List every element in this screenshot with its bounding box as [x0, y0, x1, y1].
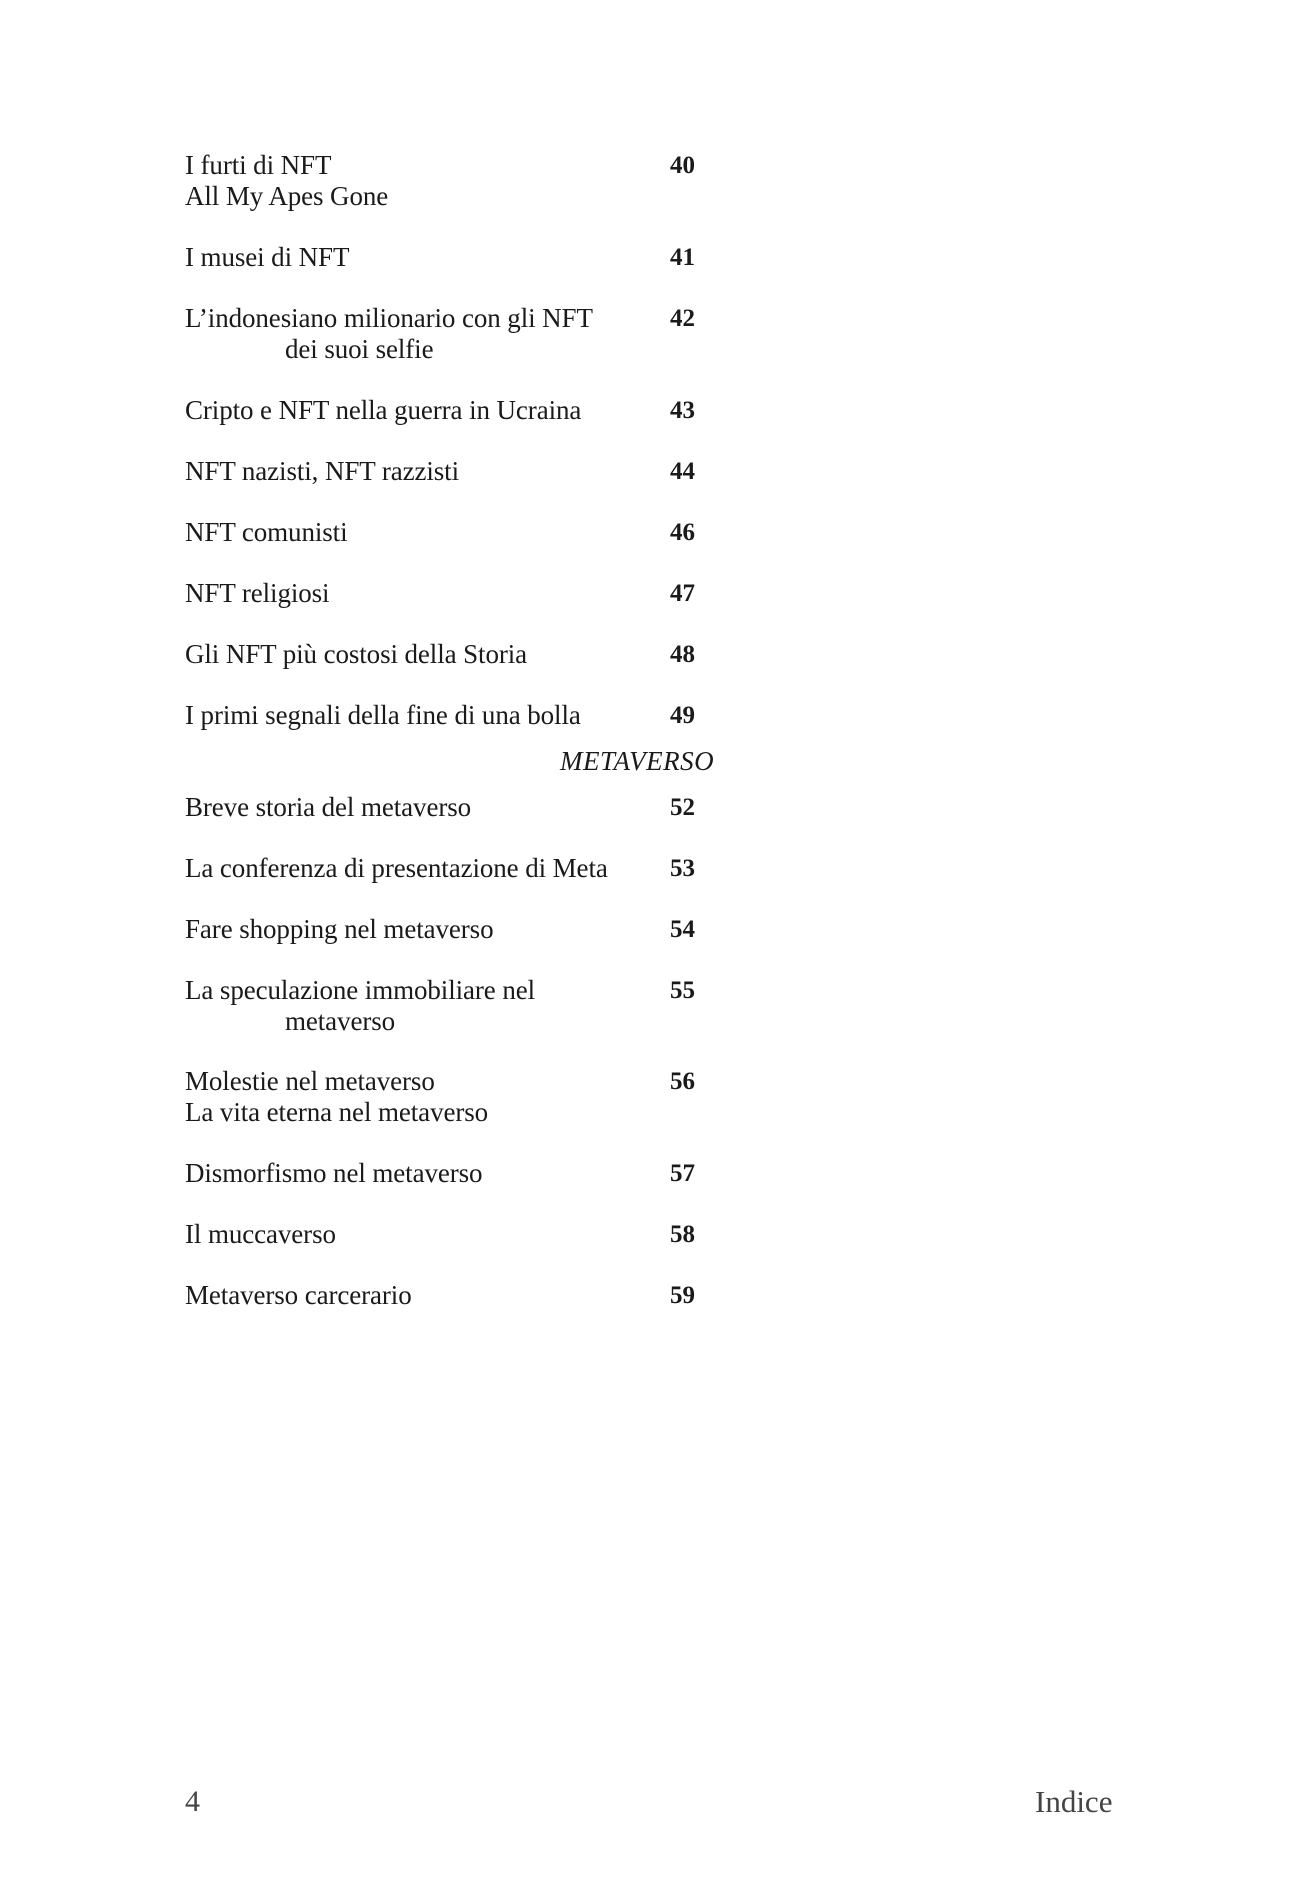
toc-entry-title-line: Fare shopping nel metaverso	[185, 914, 494, 944]
toc-entry-page-number: 41	[670, 244, 695, 271]
toc-entry-page-number: 56	[670, 1068, 695, 1095]
toc-entry-title	[185, 914, 493, 945]
toc-entry-title-line: La conferenza di presentazione di Meta	[185, 853, 608, 883]
toc-entry-page-number: 52	[670, 794, 695, 821]
toc-entry-title	[185, 395, 581, 426]
toc-entry-title-line: All My Apes Gone	[185, 181, 389, 211]
toc-entry-title	[185, 975, 535, 1037]
toc-entry-title	[185, 792, 471, 823]
toc-entry-page-number: 46	[670, 519, 695, 546]
toc-entry-title-line: NFT comunisti	[185, 517, 348, 547]
toc-entry-title	[185, 1158, 482, 1189]
toc-entry-title	[185, 1066, 488, 1128]
toc-entry-title-line: Breve storia del metaverso	[185, 792, 472, 822]
toc-entry-title-line: I musei di NFT	[185, 242, 350, 272]
toc-entry-title-line: Il muccaverso	[185, 1219, 336, 1249]
toc-entry-title-line: metaverso	[285, 1006, 396, 1036]
toc-entry-title	[185, 578, 329, 609]
toc-entry-title	[185, 150, 388, 212]
toc-entry-title	[185, 1280, 412, 1311]
toc-entry-page-number: 48	[670, 641, 695, 668]
footer-page-number: 4	[185, 1785, 200, 1818]
toc-entry-page-number: 53	[670, 855, 695, 882]
toc-entry-title	[185, 242, 349, 273]
toc-entry-title-line: I primi segnali della fine di una bolla	[185, 700, 581, 730]
toc-entry-title-line: Gli NFT più costosi della Storia	[185, 639, 528, 669]
toc-entry-page-number: 57	[670, 1160, 695, 1187]
toc-entry-page-number: 44	[670, 458, 695, 485]
toc-entry-title	[185, 639, 527, 670]
toc-entry-page-number: 49	[670, 702, 695, 729]
toc-entry-page-number: 42	[670, 305, 695, 332]
toc-entry-title	[185, 1219, 336, 1250]
toc-entry-title-line: Metaverso carcerario	[185, 1280, 412, 1310]
toc-entry-title-line: Dismorfismo nel metaverso	[185, 1158, 483, 1188]
toc-entry-title-line: La speculazione immobiliare nel	[185, 975, 536, 1005]
toc-entry-page-number: 54	[670, 916, 695, 943]
toc-entry-title	[185, 517, 347, 548]
toc-entry-page-number: 58	[670, 1221, 695, 1248]
toc-entry-page-number: 40	[670, 152, 695, 179]
toc-entry-title-line: La vita eterna nel metaverso	[185, 1097, 489, 1127]
toc-entry-title-line: NFT religiosi	[185, 578, 330, 608]
footer-running-title: Indice	[1035, 1784, 1113, 1819]
toc-entry-page-number: 43	[670, 397, 695, 424]
toc-entry-page-number: 59	[670, 1282, 695, 1309]
toc-entry-title-line: NFT nazisti, NFT razzisti	[185, 456, 459, 486]
toc-entry-title	[185, 700, 581, 731]
toc-entry-title	[185, 456, 459, 487]
toc-entry-title-line: L’indonesiano milionario con gli NFT	[185, 303, 593, 333]
toc-entry-title	[185, 303, 593, 365]
toc-entry-page-number: 47	[670, 580, 695, 607]
section-heading: METAVERSO	[560, 746, 715, 776]
toc-entry-title-line: Molestie nel metaverso	[185, 1066, 435, 1096]
toc-entry-title	[185, 853, 608, 884]
toc-entry-title-line: Cripto e NFT nella guerra in Ucraina	[185, 395, 582, 425]
toc-entry-title-line: I furti di NFT	[185, 150, 332, 180]
toc-entry-title-line: dei suoi selfie	[285, 334, 434, 364]
toc-entry-page-number: 55	[670, 977, 695, 1004]
